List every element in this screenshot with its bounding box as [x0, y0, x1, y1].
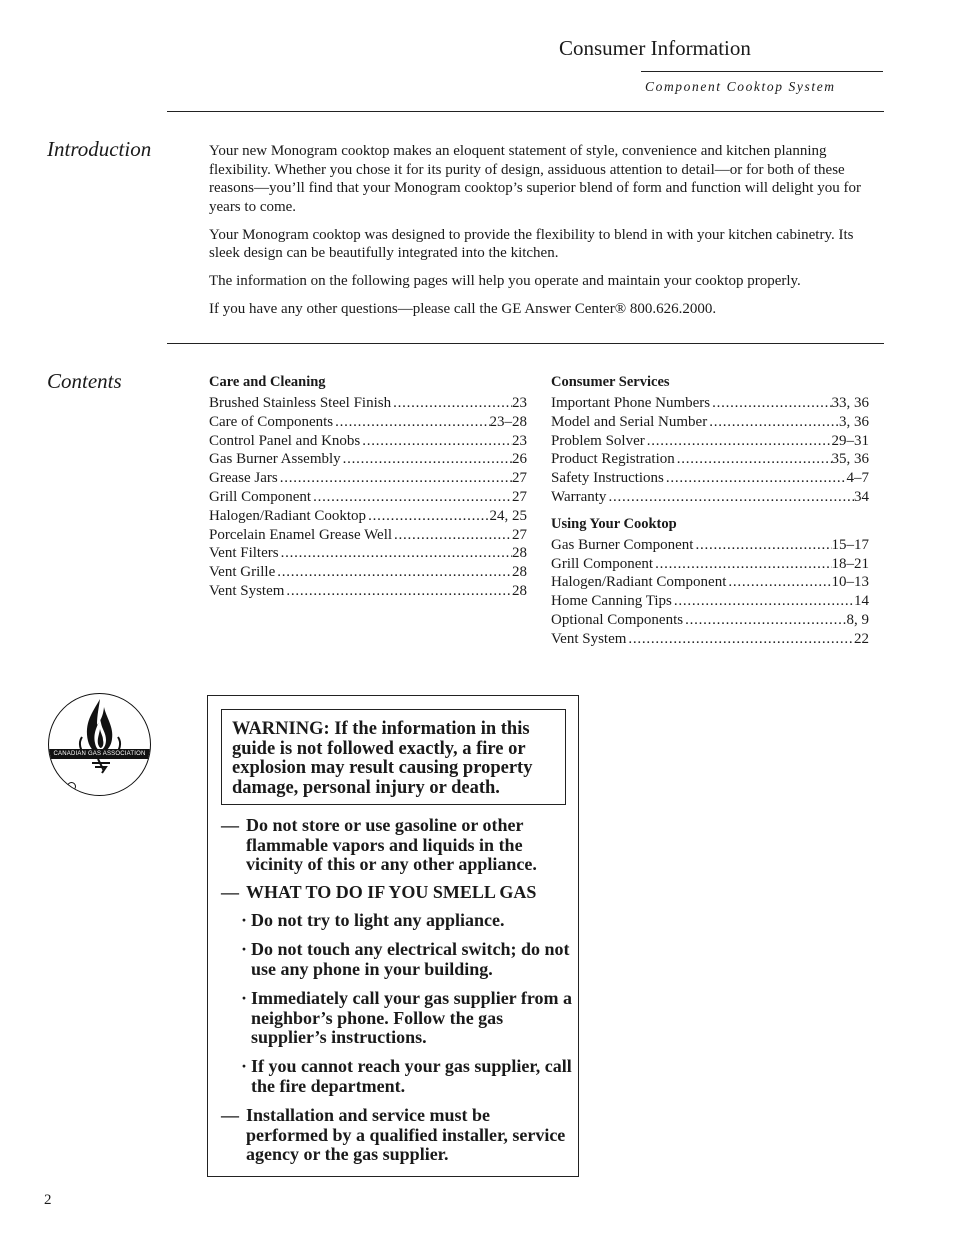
toc-entry: [209, 432, 527, 451]
toc-entry: [551, 450, 869, 469]
warning-subitem: [221, 911, 573, 931]
warning-subitem: [221, 989, 573, 1048]
toc-entry-page: 28: [512, 545, 527, 562]
toc-entry: [551, 394, 869, 413]
toc-leader-dots: [278, 469, 512, 488]
toc-leader-dots: [311, 488, 512, 507]
toc-entry: [209, 450, 527, 469]
toc-leader-dots: [693, 536, 831, 555]
dash-icon: —: [221, 815, 239, 835]
toc-entry: [551, 611, 869, 630]
toc-entry: [551, 555, 869, 574]
warning-item-text: Installation and service must be performed by a qualified installer, service agency or the gas supplier.: [246, 1105, 566, 1165]
logo-band-text: CANADIAN GAS ASSOCIATION: [49, 749, 150, 759]
toc-entry-label: Control Panel and Knobs: [209, 432, 361, 449]
dash-icon: —: [221, 1105, 239, 1126]
bullet-icon: ·: [241, 1056, 248, 1077]
toc-leader-dots: [645, 432, 832, 451]
toc-leader-dots: [664, 469, 847, 488]
toc-entry-page: 24, 25: [489, 507, 527, 524]
toc-leader-dots: [683, 611, 846, 630]
toc-entry-page: 4–7: [846, 470, 869, 487]
toc-care-cleaning: [209, 373, 527, 601]
toc-entry-label: Care of Components: [209, 413, 334, 430]
toc-leader-dots: [341, 450, 512, 469]
toc-entry-label: Gas Burner Component: [551, 536, 694, 553]
toc-entry-label: Safety Instructions: [551, 470, 664, 487]
contents-rule: [167, 343, 884, 344]
header-short-rule: [641, 71, 883, 72]
toc-entry: [209, 469, 527, 488]
toc-entry-label: Important Phone Numbers: [551, 395, 711, 411]
warning-item-text: Do not store or use gasoline or other flammable vapors and liquids in the vicinity of this or any other appliance.: [246, 815, 537, 875]
toc-entry: [551, 469, 869, 488]
toc-entry-page: 10–13: [831, 574, 869, 591]
toc-entry: [551, 488, 869, 507]
toc-entry-page: 23: [512, 432, 527, 449]
toc-leader-dots: [275, 563, 512, 582]
toc-entry: [209, 507, 527, 526]
warning-item: [221, 1106, 573, 1165]
toc-entry-page: 28: [512, 564, 527, 581]
toc-entry: [209, 563, 527, 582]
flame-icon: [48, 693, 151, 796]
toc-entry-page: 18–21: [831, 555, 869, 572]
toc-entry-label: Vent System: [209, 582, 285, 599]
toc-entry: [551, 536, 869, 555]
toc-entry-label: Model and Serial Number: [551, 413, 708, 430]
toc-entry-label: Grease Jars: [209, 470, 278, 487]
toc-entry-label: Halogen/Radiant Component: [551, 574, 727, 591]
toc-leader-dots: [366, 507, 489, 526]
toc-entry: [209, 413, 527, 432]
toc-entry-label: Problem Solver: [551, 432, 645, 449]
toc-entry-page: 15–17: [831, 536, 869, 553]
warning-item: [221, 883, 573, 903]
toc-entry-page: 14: [854, 593, 869, 610]
toc-leader-dots: [606, 488, 854, 507]
toc-entry: [209, 394, 527, 413]
warning-subitem: [221, 1057, 573, 1096]
toc-leader-dots: [392, 526, 512, 545]
toc-entry-label: Home Canning Tips: [551, 593, 672, 610]
toc-entry-page: 29–31: [831, 432, 869, 449]
toc-leader-dots: [391, 394, 512, 413]
warning-subitem-text: If you cannot reach your gas supplier, call the fire department.: [251, 1056, 572, 1097]
toc-leader-dots: [333, 413, 489, 432]
toc-entry-label: Warranty: [551, 488, 607, 505]
toc-leader-dots: [626, 630, 854, 649]
toc-leader-dots: [707, 413, 839, 432]
contents-heading: Contents: [47, 369, 122, 393]
toc-entry-page: 28: [512, 582, 527, 599]
toc-entry: [209, 526, 527, 545]
toc-entry-page: 22: [854, 630, 869, 647]
header-subtitle: Component Cooktop System: [645, 79, 836, 94]
toc-entry-label: Optional Components: [551, 611, 684, 628]
toc-entry: [551, 413, 869, 432]
toc-leader-dots: [284, 582, 512, 601]
warning-subitem-text: Do not touch any electrical switch; do not use any phone in your building.: [251, 939, 570, 980]
bullet-icon: ·: [241, 910, 248, 931]
toc-leader-dots: [360, 432, 512, 451]
warning-headline: [221, 709, 566, 805]
toc-entry-page: 23: [512, 395, 527, 411]
warning-item: [221, 816, 573, 875]
toc-entry-page: 27: [512, 488, 527, 505]
toc-entry-label: Brushed Stainless Steel Finish: [209, 395, 392, 411]
toc-entry-label: Vent Filters: [209, 545, 279, 562]
warning-headline-text: WARNING: If the information in this guide is not followed exactly, a fire or explosion may result causing property damage, personal injury or death.: [232, 719, 533, 798]
toc-entry-label: Vent Grille: [209, 564, 276, 581]
dash-icon: —: [221, 881, 239, 902]
toc-entry: [551, 630, 869, 649]
toc-entry-page: 27: [512, 526, 527, 543]
toc-entry: [551, 432, 869, 451]
header-rule: [167, 111, 884, 112]
intro-paragraph: If you have any other questions—please call the GE Answer Center® 800.626.2000.: [209, 301, 717, 317]
warning-subitem-text: Do not try to light any appliance.: [251, 910, 505, 931]
toc-list: [551, 394, 869, 507]
toc-entry-page: 35, 36: [831, 451, 869, 468]
toc-leader-dots: [672, 592, 854, 611]
intro-paragraph: Your new Monogram cooktop makes an eloquent statement of style, convenience and kitchen planning flexibility. Whether you chose it for its purity of design, assiduous attention to detail—or for both of these reasons—you’ll find that your Monogram cooktop’s superior blend of form and function will delight you for years to come.: [209, 143, 861, 215]
warning-list: [221, 816, 573, 1173]
intro-paragraph: The information on the following pages will help you operate and maintain your cooktop properly.: [209, 273, 801, 289]
toc-entry-label: Halogen/Radiant Cooktop: [209, 507, 367, 524]
toc-section-title: Care and Cleaning: [209, 374, 326, 390]
toc-section-title: Using Your Cooktop: [551, 515, 677, 532]
toc-list: [551, 536, 869, 649]
toc-leader-dots: [653, 555, 831, 574]
toc-entry-page: 27: [512, 470, 527, 487]
toc-entry-label: Porcelain Enamel Grease Well: [209, 526, 393, 543]
header-title: Consumer Information: [559, 36, 751, 60]
toc-entry: [209, 544, 527, 563]
toc-entry-page: 23–28: [489, 413, 527, 430]
warning-item-text: WHAT TO DO IF YOU SMELL GAS: [246, 881, 537, 902]
toc-entry-label: Vent System: [551, 630, 627, 647]
toc-leader-dots: [675, 450, 832, 469]
toc-entry-label: Grill Component: [551, 555, 654, 572]
toc-entry: [209, 488, 527, 507]
toc-leader-dots: [279, 544, 512, 563]
toc-entry-label: Gas Burner Assembly: [209, 451, 341, 468]
bullet-icon: ·: [241, 939, 248, 960]
toc-section-title: Consumer Services: [551, 374, 670, 390]
toc-consumer-services: [551, 373, 869, 649]
toc-entry: [551, 573, 869, 592]
warning-subitem: [221, 940, 573, 979]
toc-entry-page: 3, 36: [839, 413, 869, 430]
introduction-heading: Introduction: [47, 137, 152, 161]
page-number: 2: [44, 1192, 52, 1208]
toc-leader-dots: [726, 573, 831, 592]
toc-entry-label: Product Registration: [551, 451, 675, 468]
toc-leader-dots: [710, 394, 831, 413]
bullet-icon: ·: [241, 988, 248, 1009]
toc-entry-page: 8, 9: [846, 611, 869, 628]
canadian-gas-association-logo: [48, 693, 151, 796]
warning-subitem-text: Immediately call your gas supplier from a neighbor’s phone. Follow the gas supplier’s instructions.: [251, 988, 572, 1048]
toc-entry: [551, 592, 869, 611]
introduction-body: [209, 142, 869, 328]
toc-entry-page: 34: [854, 488, 869, 505]
toc-list: [209, 394, 527, 601]
registered-mark-icon: [67, 782, 76, 791]
toc-entry: [209, 582, 527, 601]
intro-paragraph: Your Monogram cooktop was designed to provide the flexibility to blend in with your kitchen cabinetry. Its sleek design can be beautifully integrated into the kitchen.: [209, 226, 854, 261]
toc-entry-label: Grill Component: [209, 488, 312, 505]
toc-entry-page: 33, 36: [831, 395, 869, 411]
toc-entry-page: 26: [512, 451, 527, 468]
